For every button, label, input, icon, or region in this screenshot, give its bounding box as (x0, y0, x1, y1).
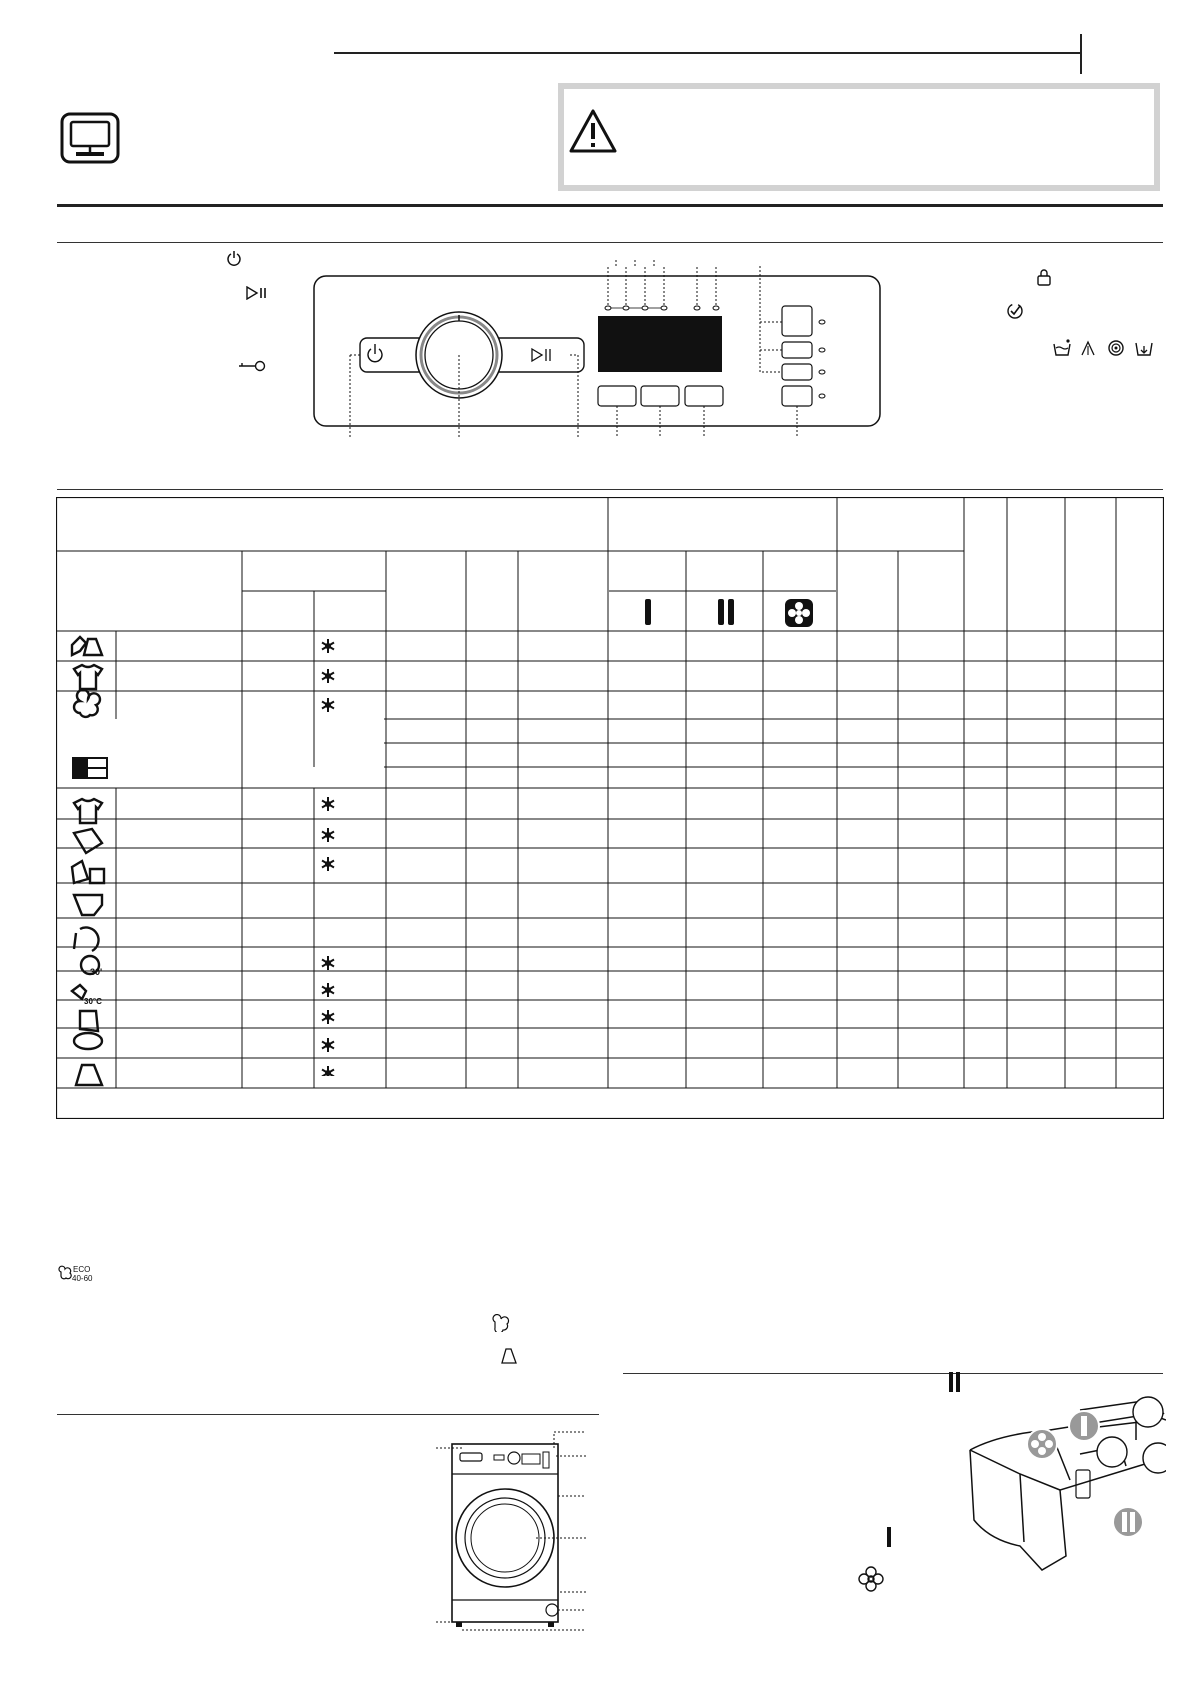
softener-flower-icon (785, 599, 813, 627)
section-rule-panel (57, 242, 1163, 243)
detergent-compartment-one-icon (645, 599, 651, 625)
monitor-icon (60, 112, 120, 164)
section-rule-table (57, 489, 1163, 490)
padlock-icon (1036, 268, 1052, 286)
softener-marks-column (316, 636, 340, 1076)
mixed-30-label: 30°C (84, 997, 102, 1006)
washing-machine-diagram (436, 1426, 592, 1636)
eco-temp-label: 40-60 (72, 1274, 93, 1283)
start-pause-icon (246, 286, 268, 300)
warning-triangle-icon (568, 108, 618, 154)
wash-rinse-spin-drain-icons (1052, 338, 1158, 358)
cotton-icon (491, 1314, 511, 1332)
key-lock-icon (238, 360, 266, 372)
section-rule-left-bottom (57, 1414, 599, 1415)
detergent-drawer-diagram (960, 1370, 1166, 1580)
eco-40-60-label-icon (58, 1262, 98, 1286)
compartment-one-icon (885, 1525, 893, 1549)
caution-box (558, 83, 1160, 191)
programme-table (56, 497, 1164, 1119)
eco-label: ECO (73, 1265, 91, 1274)
programme-icons-column (62, 633, 116, 1088)
power-icon (226, 250, 242, 266)
silk-icon (500, 1347, 518, 1365)
control-panel-diagram (300, 258, 900, 448)
section-rule-thick (57, 204, 1163, 207)
rapid-30-label: 30' (90, 967, 103, 977)
top-rule-tick (1080, 34, 1082, 74)
softener-flower-outline-icon (858, 1566, 884, 1592)
top-rule (334, 52, 1081, 54)
check-clock-icon (1006, 302, 1024, 320)
